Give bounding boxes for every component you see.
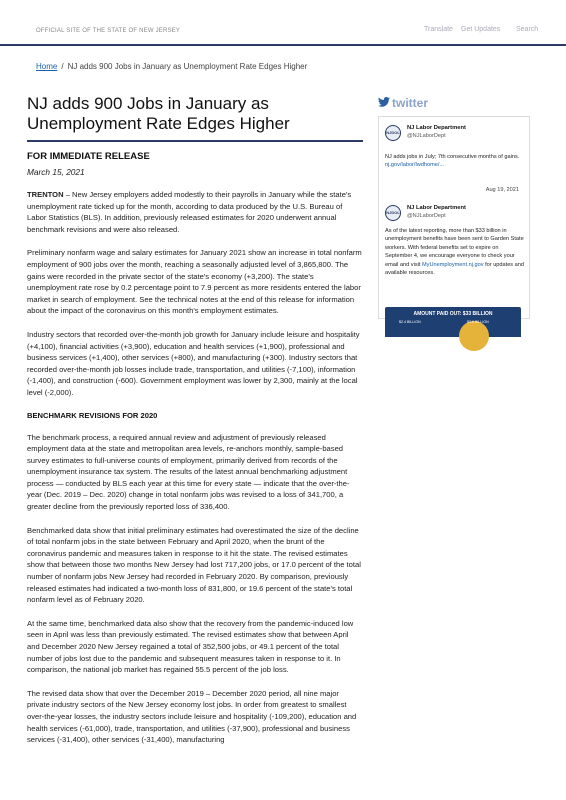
tweet-text [385,227,525,277]
release-label: FOR IMMEDIATE RELEASE [27,151,150,162]
nav-get-updates[interactable]: Get Updates [461,26,501,33]
coin-graphic [459,321,489,351]
tweet-date[interactable]: Aug 19, 2021 [485,187,519,193]
twitter-label: twitter [392,96,428,110]
tweet[interactable] [383,125,525,197]
article [27,94,363,746]
breadcrumb-home-link[interactable]: Home [36,62,58,71]
tweet-link[interactable]: nj.gov/labor/lwdhome/... [385,162,445,169]
nav-translate[interactable]: Translate [424,26,453,33]
article-paragraph: The benchmark process, a required annual review and adjustment of previously released employment data at the state and metropolitan area levels, re-anchors monthly, sample-based survey estimates to full-universe counts of employment, primarily derived from records of the unemployment insurance tax system. The results of the latest annual benchmarking adjustment process — conducted by BLS each year at this time for every state — indicate that the over-the-year (Dec. 2019 – Dec. 2020) change in total nonfarm jobs was revised to a loss of 341,700, a greater decline from the previously reported loss of 336,400. [27,432,350,512]
paragraph-text: – New Jersey employers added modestly to their payrolls in January while the state's unemployment rate ticked up for the month, according to data produced by the U.S. Bureau of Labor Statistics (BLS). In addition, previously released estimates for 2020 underwent annual benchmark revisions and were also released. [27,190,352,234]
breadcrumb [36,62,307,71]
article-paragraph [27,189,363,235]
tweet-author-name[interactable]: NJ Labor Department [407,125,466,131]
image-left-figure: $2.4 BILLION [399,320,421,324]
tweet-body: As of the latest reporting, more than $33 billion in unemployment benefits have been sent to Garden State workers. With federal benefits set to expire on September 4, we encourage everyone to check your email and visit [385,228,524,268]
tweet-feed[interactable] [378,116,530,324]
tweet-author-handle[interactable]: @NJLaborDept [407,133,446,139]
tweet-body: NJ adds jobs in July; 7th consecutive months of gains. [385,154,520,160]
section-heading: BENCHMARK REVISIONS FOR 2020 [27,410,158,420]
breadcrumb-separator: / [61,62,64,71]
tweet[interactable] [383,205,525,295]
image-headline: AMOUNT PAID OUT: $33 BILLION [413,311,493,317]
tweet-text [385,153,525,170]
avatar[interactable]: NJDOL [385,205,401,221]
tweet-author-handle[interactable]: @NJLaborDept [407,213,446,219]
tweet-body-end: for updates and available resources. [385,261,524,277]
avatar[interactable]: NJDOL [385,125,401,141]
tweet-link[interactable]: MyUnemployment.nj.gov [422,261,484,268]
release-date: March 15, 2021 [27,167,85,177]
article-paragraph: Benchmarked data show that initial preliminary estimates had overestimated the size of the decline of total nonfarm jobs in the state between February and April 2020, when the brunt of the coronavirus pandemic and measures taken in response to it hit the state. The revised estimates show that between those two months New Jersey had lost 717,200 jobs, or 17.0 percent of the total number of nonfarm jobs New Jersey had recorded in February 2020. By comparison, previously released estimates had indicated a two-month loss of 831,800, or 19.6 percent of the state's total nonfarm level as of February 2020. [27,525,361,605]
tweet-author-name[interactable]: NJ Labor Department [407,205,466,211]
tweet-image[interactable] [385,307,521,337]
article-paragraph: At the same time, benchmarked data also show that the recovery from the pandemic-induced low seen in April was less than previously estimated. The revised estimates show that between April and December 2020 New Jersey regained a total of 352,500 jobs, or 49.1 percent of the total number of jobs lost due to the pandemic and subsequent measures taken in response to it. In comparison, the national job market has regained 55.5 percent of the job loss. [27,618,354,675]
twitter-sidebar [378,96,530,324]
nav-search[interactable]: Search [516,26,539,33]
article-paragraph: Industry sectors that recorded over-the-month job growth for January include leisure and hospitality (+4,100), financial activities (+3,900), education and health services (+1,900), professional and business services (+1,400), other services (+800), and manufacturing (+300). Industry sectors that recorded over-the-month job losses include trade, transportation, and utilities (-7,100), information (-1,400), and construction (-600). Government employment was lower by 2,300, mainly at the local level (-2,000). [27,329,360,397]
twitter-heading[interactable] [392,96,530,110]
twitter-bird-icon [378,97,390,107]
breadcrumb-current: NJ adds 900 Jobs in January as Unemployment Rate Edges Higher [67,62,308,71]
official-site-label: OFFICIAL SITE OF THE STATE OF NEW JERSEY [36,28,181,34]
image-right-figure: $3.6 BILLION [467,320,489,324]
article-paragraph: Preliminary nonfarm wage and salary estimates for January 2021 show an increase in total nonfarm employment of 900 jobs over the month, reaching a seasonally adjusted level of 3,865,800. The gains were recorded in the private sector of the state's economy (+3,200). The state's unemployment rate rose by 0.2 percentage point to 7.9 percent as more residents entered the labor market in search of employment. See the technical notes at the end of this release for information about the impact of the coronavirus on this month's employment estimates. [27,248,362,316]
top-bar [0,0,566,46]
article-paragraph: The revised data show that over the December 2019 – December 2020 period, all nine major private industry sectors of the New Jersey economy lost jobs. In order from greatest to smallest over-the-year losses, the industry sectors include leisure and hospitality (-109,200), education and health services (-61,000), trade, transportation, and utilities (-37,900), professional and business services (-31,400), other services (-31,400), manufacturing [27,688,357,745]
dateline: TRENTON [27,190,64,199]
page-title: NJ adds 900 Jobs in January as Unemployment Rate Edges Higher [27,94,363,142]
